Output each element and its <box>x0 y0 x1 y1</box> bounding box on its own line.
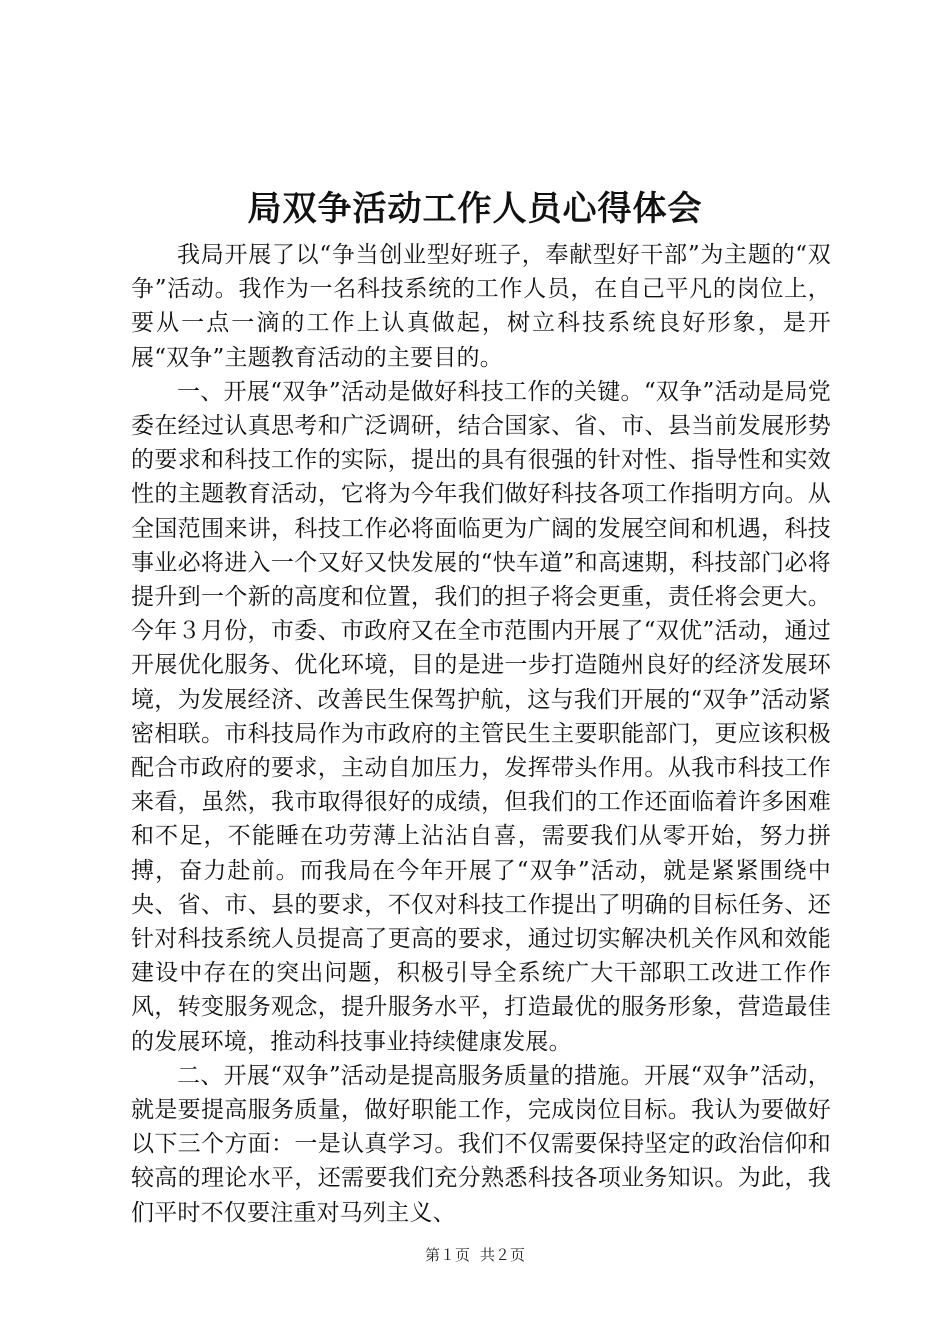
paragraph-intro: 我局开展了以“争当创业型好班子，奉献型好干部”为主题的“双争”活动。我作为一名科技系统的工作人员，在自己平凡的岗位上，要从一点一滴的工作上认真做起，树立科技系统良好形象，是开展“双争”主题教育活动的主要目的。 <box>131 242 831 371</box>
document-title: 局双争活动工作人员心得体会 <box>247 189 703 229</box>
paragraph-section-one: 一、开展“双争”活动是做好科技工作的关键。“双争”活动是局党委在经过认真思考和广泛调研，结合国家、省、市、县当前发展形势的要求和科技工作的实际，提出的具有很强的针对性、指导性和实效性的主题教育活动，它将为今年我们做好科技各项工作指明方向。从全国范围来讲，科技工作必将面临更为广阔的发展空间和机遇，科技事业必将进入一个又好又快发展的“快车道”和高速期，科技部门必将提升到一个新的高度和位置，我们的担子将会更重，责任将会更大。今年３月份，市委、市政府又在全市范围内开展了“双优”活动，通过开展优化服务、优化环境，目的是进一步打造随州良好的经济发展环境，为发展经济、改善民生保驾护航，这与我们开展的“双争”活动紧密相联。市科技局作为市政府的主管民生主要职能部门，更应该积极配合市政府的要求，主动自加压力，发挥带头作用。从我市科技工作来看，虽然，我市取得很好的成绩，但我们的工作还面临着许多困难和不足，不能睡在功劳薄上沾沾自喜，需要我们从零开始，努力拼搏，奋力赴前。而我局在今年开展了“双争”活动，就是紧紧围绕中央、省、市、县的要求，不仅对科技工作提出了明确的目标任务、还针对科技系统人员提高了更高的要求，通过切实解决机关作风和效能建设中存在的突出问题，积极引导全系统广大干部职工改进工作作风，转变服务观念，提升服务水平，打造最优的服务形象，营造最佳的发展环境，推动科技事业持续健康发展。 <box>131 378 831 1055</box>
paragraph-section-two: 二、开展“双争”活动是提高服务质量的措施。开展“双争”活动，就是要提高服务质量，做好职能工作，完成岗位目标。我认为要做好以下三个方面：一是认真学习。我们不仅需要保持坚定的政治信仰和较高的理论水平，还需要我们充分熟悉科技各项业务知识。为此，我们平时不仅要注重对马列主义、 <box>131 1062 831 1226</box>
page-total: 共２页 <box>480 1246 526 1264</box>
page-footer <box>0 1245 950 1265</box>
document-body <box>131 238 831 1230</box>
page-number: 第１页 <box>424 1246 470 1264</box>
